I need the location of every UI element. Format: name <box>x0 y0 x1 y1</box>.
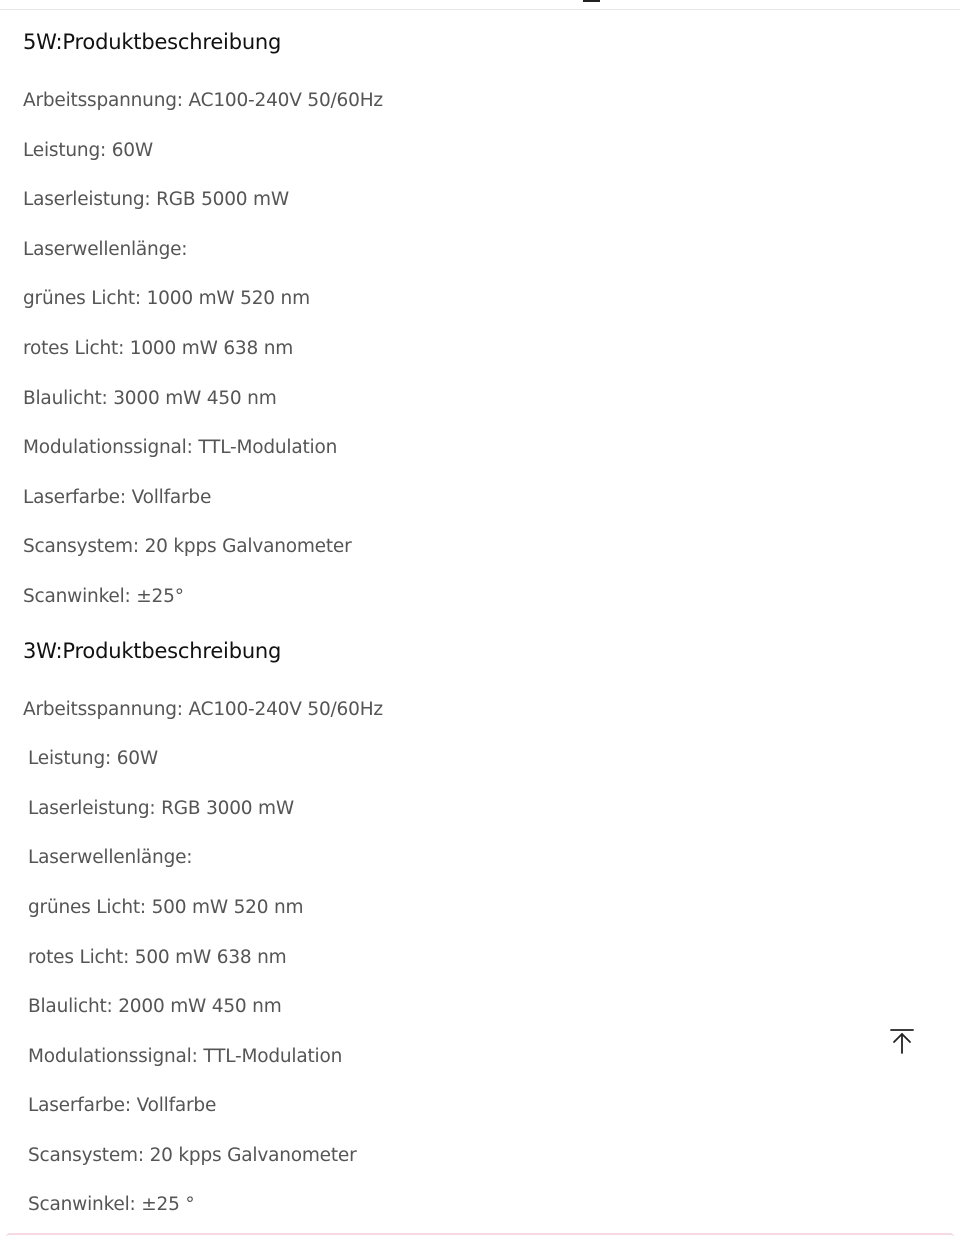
spec-item: Blaulicht: 2000 mW 450 nm <box>28 996 282 1018</box>
spec-item: Scansystem: 20 kpps Galvanometer <box>23 536 352 558</box>
back-to-top-button[interactable] <box>889 1027 915 1055</box>
spec-item: rotes Licht: 500 mW 638 nm <box>28 946 287 968</box>
spec-item: Modulationssignal: TTL-Modulation <box>28 1045 343 1067</box>
spec-item: grünes Licht: 1000 mW 520 nm <box>23 288 310 310</box>
spec-item: Scanwinkel: ±25 ° <box>28 1194 195 1216</box>
arrow-up-to-line-icon <box>889 1027 915 1055</box>
spec-item: Laserfarbe: Vollfarbe <box>28 1095 217 1117</box>
section-title: 3W:Produktbeschreibung <box>23 638 282 663</box>
spec-item: Laserleistung: RGB 3000 mW <box>28 797 294 819</box>
spec-item: Arbeitsspannung: AC100-240V 50/60Hz <box>23 90 383 111</box>
spec-item: Laserwellenlänge: <box>23 238 188 260</box>
spec-item: Scanwinkel: ±25° <box>23 585 184 607</box>
spec-list <box>23 76 923 622</box>
spec-item: Laserleistung: RGB 5000 mW <box>23 189 289 211</box>
top-divider <box>0 0 960 10</box>
top-indicator <box>583 0 600 2</box>
section-5w <box>23 24 923 622</box>
section-3w <box>23 633 923 1231</box>
product-description <box>23 24 923 1230</box>
spec-item: Blaulicht: 3000 mW 450 nm <box>23 387 277 409</box>
spec-item: Laserfarbe: Vollfarbe <box>23 486 212 508</box>
spec-item: Leistung: 60W <box>23 139 153 161</box>
section-title: 5W:Produktbeschreibung <box>23 30 282 54</box>
spec-item: Arbeitsspannung: AC100-240V 50/60Hz <box>23 698 383 720</box>
spec-item: rotes Licht: 1000 mW 638 nm <box>23 337 294 359</box>
spec-list <box>23 685 923 1231</box>
spec-item: grünes Licht: 500 mW 520 nm <box>28 896 304 918</box>
spec-item: Leistung: 60W <box>28 748 158 770</box>
spec-item: Scansystem: 20 kpps Galvanometer <box>28 1144 357 1166</box>
spec-item: Laserwellenlänge: <box>28 847 193 869</box>
spec-item: Modulationssignal: TTL-Modulation <box>23 437 338 459</box>
bottom-bar-edge <box>6 1233 954 1237</box>
